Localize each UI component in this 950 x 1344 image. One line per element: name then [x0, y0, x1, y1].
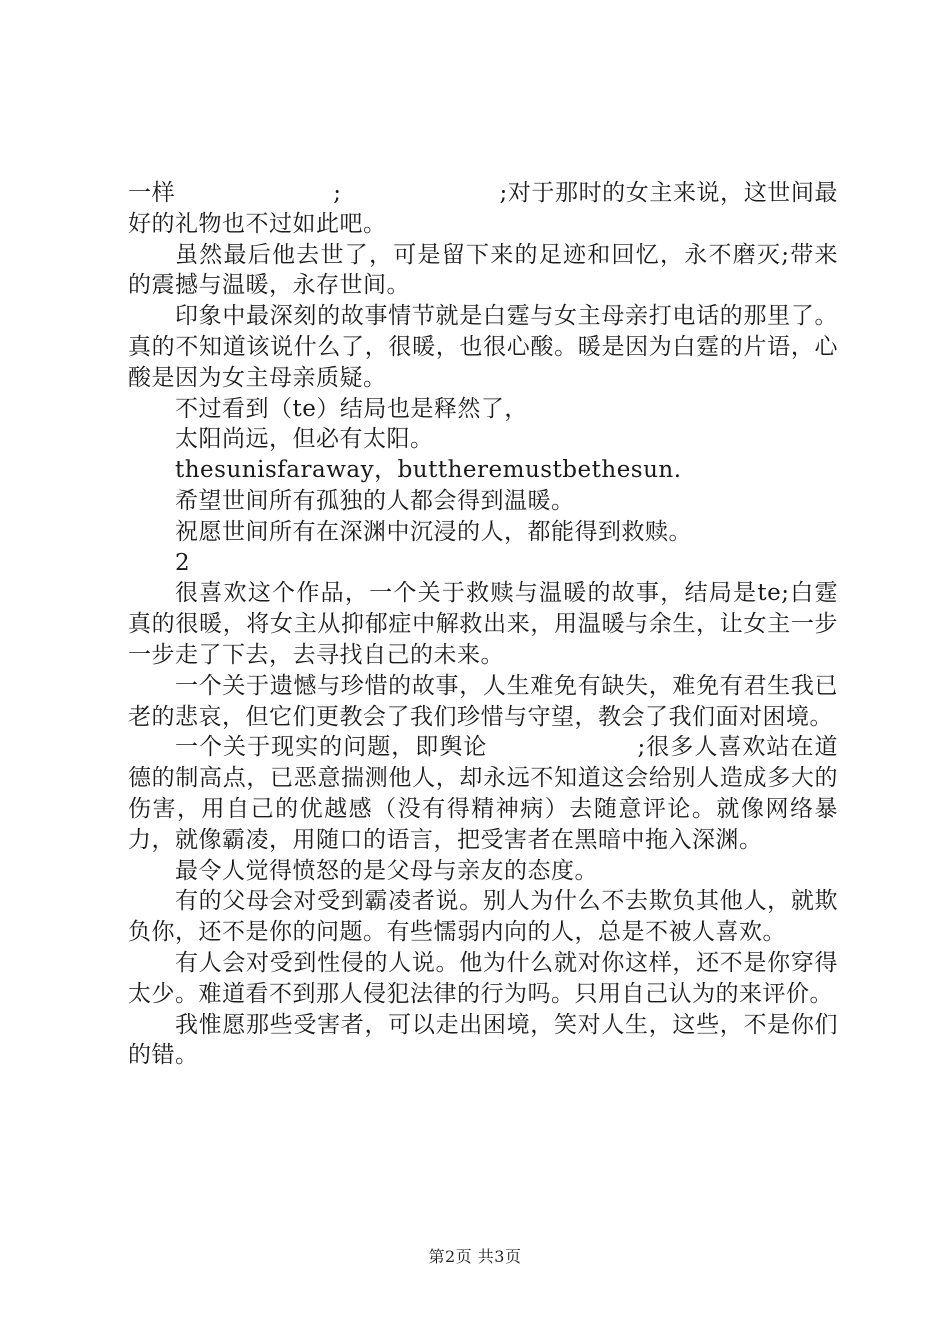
paragraph-16: 我惟愿那些受害者，可以走出困境，笑对人生，这些，不是你们的错。 [128, 1011, 838, 1069]
paragraph-3: 印象中最深刻的故事情节就是白霆与女主母亲打电话的那里了。真的不知道该说什么了，很暖，也很心酸。暖是因为白霆的片语，心酸是因为女主母亲质疑。 [128, 303, 838, 391]
paragraph-4: 不过看到（te）结局也是释然了， [175, 395, 528, 422]
paragraph-15: 有人会对受到性侵的人说。他为什么就对你这样，还不是你穿得太少。难道看不到那人侵犯法律的行为吗。只用自己认为的来评价。 [128, 949, 838, 1007]
page-footer: 第2页 共3页 [428, 1247, 522, 1266]
section-number: 2 [175, 549, 191, 576]
paragraph-12: 一个关于现实的问题，即舆论 ;很多人喜欢站在道德的制高点，已恶意揣测他人，却永远不知道这会给别人造成多大的伤害，用自己的优越感（没有得精神病）去随意评论。就像网络暴力，就像霸凌，用随口的语言，把受害者在黑暗中拖入深渊。 [128, 734, 838, 853]
document-body [128, 178, 838, 1071]
paragraph-10: 很喜欢这个作品，一个关于救赎与温暖的故事，结局是te;白霆真的很暖，将女主从抑郁症中解救出来，用温暖与余生，让女主一步一步走了下去，去寻找自己的未来。 [128, 580, 838, 668]
paragraph-13: 最令人觉得愤怒的是父母与亲友的态度。 [175, 857, 598, 884]
paragraph-1: 一样 ; ;对于那时的女主来说，这世间最好的礼物也不过如此吧。 [128, 180, 838, 237]
paragraph-11: 一个关于遗憾与珍惜的故事，人生难免有缺失，难免有君生我已老的悲哀，但它们更教会了我们珍惜与守望，教会了我们面对困境。 [128, 672, 838, 730]
paragraph-2: 虽然最后他去世了，可是留下来的足迹和回忆，永不磨灭;带来的震撼与温暖，永存世间。 [128, 241, 838, 299]
paragraph-7: 希望世间所有孤独的人都会得到温暖。 [175, 487, 575, 514]
paragraph-14: 有的父母会对受到霸凌者说。别人为什么不去欺负其他人，就欺负你，还不是你的问题。有些懦弱内向的人，总是不被人喜欢。 [128, 888, 838, 946]
paragraph-6: thesunisfaraway，buttheremustbethesun. [175, 457, 682, 484]
paragraph-5: 太阳尚远，但必有太阳。 [175, 426, 434, 453]
paragraph-8: 祝愿世间所有在深渊中沉浸的人，都能得到救赎。 [175, 518, 692, 545]
